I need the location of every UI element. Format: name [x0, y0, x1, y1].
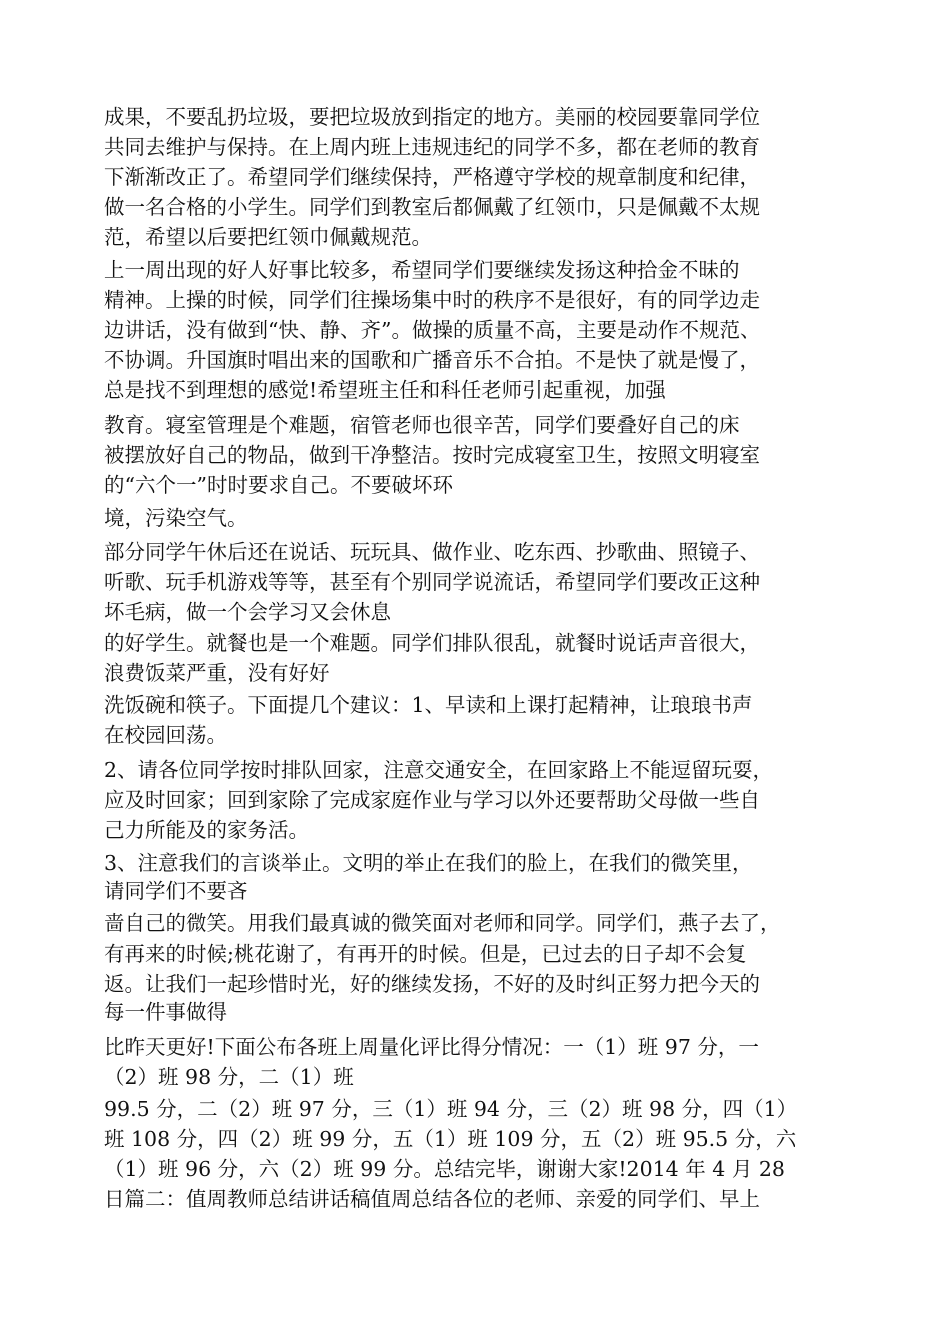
text-line: 境，污染空气。 [104, 506, 248, 530]
text-line: 啬自己的微笑。用我们最真诚的微笑面对老师和同学。同学们，燕子去了， [104, 911, 781, 935]
text-line: 99.5 分，二（2）班 97 分，三（1）班 94 分，三（2）班 98 分，四（1） [104, 1097, 798, 1121]
text-line: 返。让我们一起珍惜时光，好的继续发扬，不好的及时纠正努力把今天的 [104, 972, 760, 996]
text-line: 的“六个一”时时要求自己。不要破坏环 [104, 473, 453, 497]
text-line: 浪费饭菜严重，没有好好 [104, 661, 330, 685]
text-line: 己力所能及的家务活。 [104, 818, 309, 842]
text-line: 请同学们不要吝 [104, 879, 248, 903]
text-line: 在校园回荡。 [104, 723, 227, 747]
text-line: 边讲话，没有做到“快、静、齐”。做操的质量不高，主要是动作不规范、 [104, 318, 761, 342]
text-line: 的好学生。就餐也是一个难题。同学们排队很乱，就餐时说话声音很大， [104, 631, 760, 655]
text-line: 做一名合格的小学生。同学们到教室后都佩戴了红领巾，只是佩戴不太规 [104, 195, 760, 219]
text-line: 日篇二：值周教师总结讲话稿值周总结各位的老师、亲爱的同学们、早上 [104, 1187, 760, 1211]
text-line: 3、注意我们的言谈举止。文明的举止在我们的脸上，在我们的微笑里， [104, 851, 753, 875]
text-line: 成果，不要乱扔垃圾，要把垃圾放到指定的地方。美丽的校园要靠同学位 [104, 105, 760, 129]
text-line: 应及时回家；回到家除了完成家庭作业与学习以外还要帮助父母做一些自 [104, 788, 760, 812]
text-line: 不协调。升国旗时唱出来的国歌和广播音乐不合拍。不是快了就是慢了， [104, 348, 760, 372]
text-line: 总是找不到理想的感觉!希望班主任和科任老师引起重视，加强 [104, 378, 666, 402]
text-line: （2）班 98 分，二（1）班 [104, 1065, 354, 1089]
text-line: 共同去维护与保持。在上周内班上违规违纪的同学不多，都在老师的教育 [104, 135, 760, 159]
text-line: （1）班 96 分，六（2）班 99 分。总结完毕，谢谢大家!2014 年 4 月 28 [104, 1157, 785, 1181]
text-line: 比昨天更好!下面公布各班上周量化评比得分情况：一（1）班 97 分，一 [104, 1035, 759, 1059]
text-line: 听歌、玩手机游戏等等，甚至有个别同学说流话，希望同学们要改正这种 [104, 570, 760, 594]
text-line: 坏毛病，做一个会学习又会休息 [104, 600, 391, 624]
text-line: 精神。上操的时候，同学们往操场集中时的秩序不是很好，有的同学边走 [104, 288, 760, 312]
text-line: 范，希望以后要把红领巾佩戴规范。 [104, 225, 432, 249]
text-line: 上一周出现的好人好事比较多，希望同学们要继续发扬这种拾金不昧的 [104, 258, 740, 282]
text-line: 洗饭碗和筷子。下面提几个建议：1、早读和上课打起精神，让琅琅书声 [104, 693, 753, 717]
text-line: 教育。寝室管理是个难题，宿管老师也很辛苦，同学们要叠好自己的床 [104, 413, 740, 437]
text-line: 有再来的时候;桃花谢了，有再开的时候。但是，已过去的日子却不会复 [104, 942, 747, 966]
text-line: 部分同学午休后还在说话、玩玩具、做作业、吃东西、抄歌曲、照镜子、 [104, 540, 760, 564]
text-line: 每一件事做得 [104, 1000, 227, 1024]
text-line: 被摆放好自己的物品，做到干净整洁。按时完成寝室卫生，按照文明寝室 [104, 443, 760, 467]
text-line: 2、请各位同学按时排队回家，注意交通安全，在回家路上不能逗留玩耍， [104, 758, 774, 782]
text-line: 下渐渐改正了。希望同学们继续保持，严格遵守学校的规章制度和纪律， [104, 165, 760, 189]
text-line: 班 108 分，四（2）班 99 分，五（1）班 109 分，五（2）班 95.5 分，六 [104, 1127, 797, 1151]
